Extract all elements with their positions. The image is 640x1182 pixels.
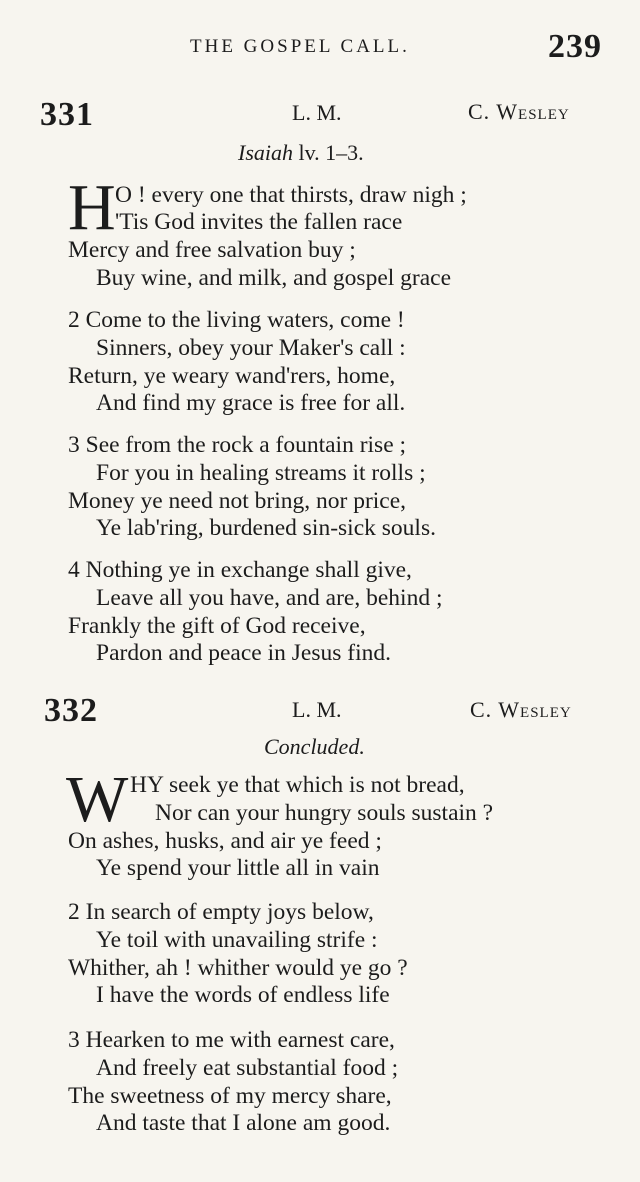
hymn-332-line: And taste that I alone am good. bbox=[96, 1110, 391, 1136]
hymn-332-dropcap: W bbox=[66, 763, 129, 836]
hymn-332-author: C. Wesley bbox=[470, 697, 572, 722]
hymn-332-line: Ye spend your little all in vain bbox=[96, 855, 380, 881]
hymn-331-line: Money ye need not bring, nor price, bbox=[68, 488, 407, 514]
hymn-331-line: 4 Nothing ye in exchange shall give, bbox=[68, 557, 412, 583]
running-head: THE GOSPEL CALL. bbox=[190, 36, 410, 57]
hymn-332-line: On ashes, husks, and air ye feed ; bbox=[68, 828, 382, 854]
hymn-331-line: Ye lab'ring, burdened sin-sick souls. bbox=[96, 515, 436, 541]
hymn-331-author: C. Wesley bbox=[468, 99, 570, 124]
hymn-332-line: 3 Hearken to me with earnest care, bbox=[68, 1027, 395, 1053]
hymn-331-line: Return, ye weary wand'rers, home, bbox=[68, 363, 396, 389]
hymn-331-number: 331 bbox=[40, 96, 94, 133]
hymn-331-line: For you in healing streams it rolls ; bbox=[96, 460, 426, 486]
hymn-331-line: O ! every one that thirsts, draw nigh ; bbox=[115, 182, 467, 208]
hymn-332-line: Ye toil with unavailing strife : bbox=[96, 927, 378, 953]
hymn-332-line: 2 In search of empty joys below, bbox=[68, 899, 374, 925]
hymn-331-line: Leave all you have, and are, behind ; bbox=[96, 585, 443, 611]
hymn-331-line: 3 See from the rock a fountain rise ; bbox=[68, 432, 407, 458]
hymn-332-subtitle: Concluded. bbox=[264, 734, 365, 759]
hymn-331-line: Pardon and peace in Jesus find. bbox=[96, 640, 391, 666]
hymn-332-line: HY seek ye that which is not bread, bbox=[130, 772, 465, 798]
hymn-332-line: I have the words of endless life bbox=[96, 982, 390, 1008]
hymn-332-number: 332 bbox=[44, 692, 98, 729]
hymn-331-line: And find my grace is free for all. bbox=[96, 390, 406, 416]
hymn-331-line: Frankly the gift of God receive, bbox=[68, 613, 366, 639]
hymn-331-line: Mercy and free salvation buy ; bbox=[68, 237, 356, 263]
hymn-331-line: 'Tis God invites the fallen race bbox=[115, 209, 403, 235]
hymn-331-subtitle: Isaiah lv. 1–3. bbox=[238, 140, 364, 165]
hymn-332-line: Whither, ah ! whither would ye go ? bbox=[68, 955, 408, 981]
hymn-331-line: Sinners, obey your Maker's call : bbox=[96, 335, 406, 361]
hymn-332-line: And freely eat substantial food ; bbox=[96, 1055, 399, 1081]
hymn-331-dropcap: H bbox=[68, 171, 116, 244]
hymn-332-meter: L. M. bbox=[292, 697, 342, 722]
hymn-332-line: The sweetness of my mercy share, bbox=[68, 1083, 392, 1109]
hymn-331-line: 2 Come to the living waters, come ! bbox=[68, 307, 405, 333]
hymn-332-line: Nor can your hungry souls sustain ? bbox=[155, 800, 494, 826]
hymn-331-meter: L. M. bbox=[292, 100, 342, 125]
page-number: 239 bbox=[548, 28, 602, 65]
hymn-331-line: Buy wine, and milk, and gospel grace bbox=[96, 265, 452, 291]
